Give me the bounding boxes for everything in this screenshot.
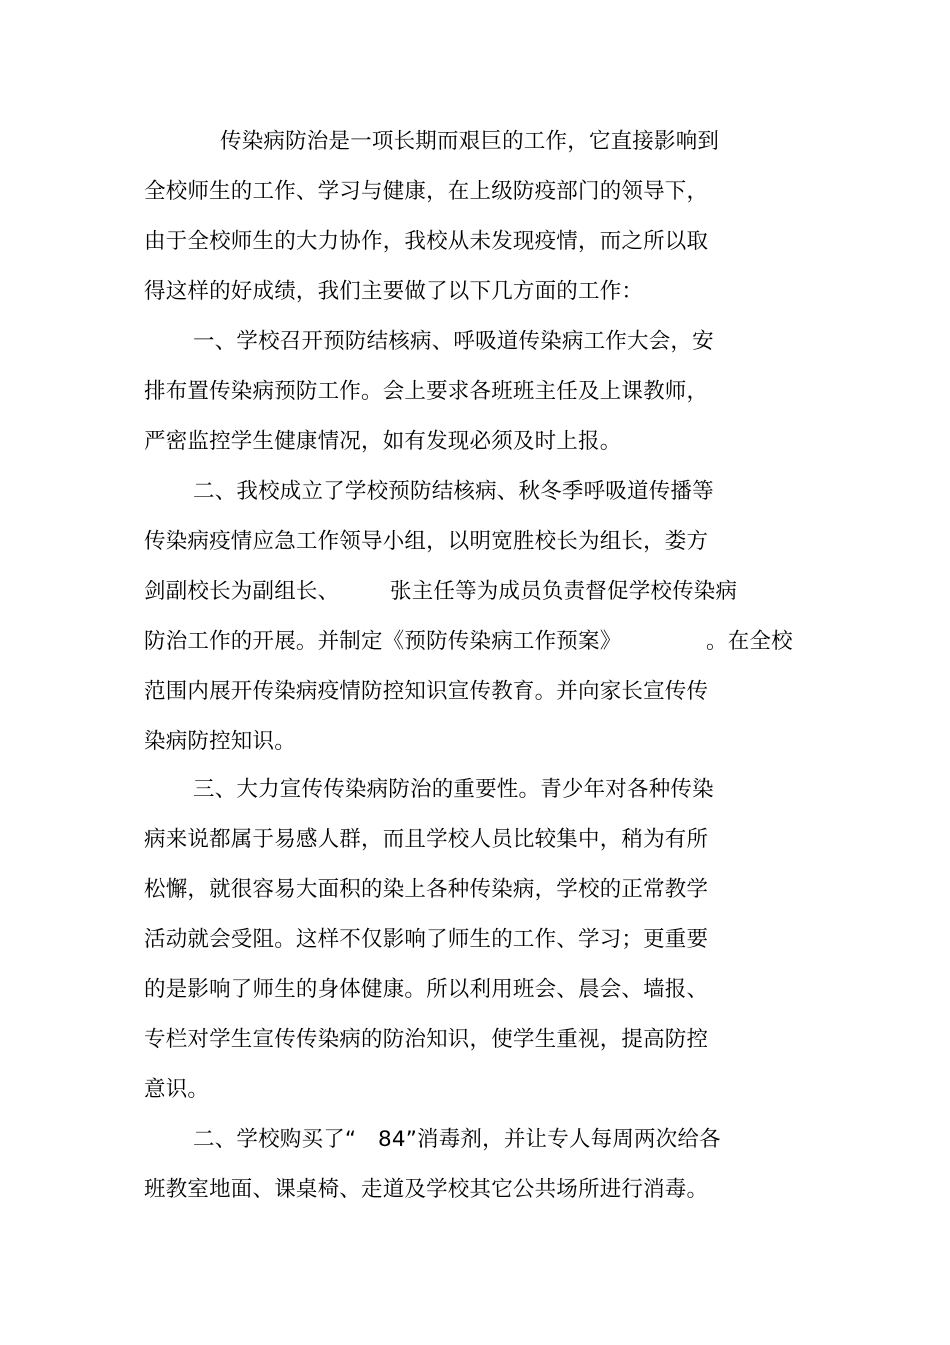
text-line-12: 范围内展开传染病疫情防控知识宣传教育。并向家长宣传传 (144, 679, 709, 704)
text-line-14: 三、大力宣传传染病防治的重要性。青少年对各种传染 (193, 777, 714, 802)
text-line-7: 严密监控学生健康情况，如有发现必须及时上报。 (144, 429, 622, 454)
text-line-15: 病来说都属于易感人群，而且学校人员比较集中，稍为有所 (144, 827, 709, 852)
text-line-3: 由于全校师生的大力协作，我校从未发现疫情，而之所以取 (144, 229, 709, 254)
text-line-17: 活动就会受阻。这样不仅影响了师生的工作、学习；更重要 (144, 927, 709, 952)
text-line-4: 得这样的好成绩，我们主要做了以下几方面的工作： (144, 279, 644, 304)
text-line-1: 传染病防治是一项长期而艰巨的工作，它直接影响到 (220, 129, 720, 154)
text-line-10b: 张主任等为成员负责督促学校传染病 (390, 579, 738, 604)
text-line-11a: 防治工作的开展。并制定《预防传染病工作预案》 (144, 629, 622, 654)
text-line-11b: 。在全校 (706, 629, 793, 654)
text-line-18: 的是影响了师生的身体健康。所以利用班会、晨会、墙报、 (144, 977, 709, 1002)
text-line-21: 二、学校购买了“ 84”消毒剂，并让专人每周两次给各 (193, 1127, 721, 1152)
text-line-6: 排布置传染病预防工作。会上要求各班班主任及上课教师， (144, 379, 709, 404)
text-line-19: 专栏对学生宣传传染病的防治知识，使学生重视，提高防控 (144, 1027, 709, 1052)
text-line-10a: 剑副校长为副组长、 (144, 579, 340, 604)
text-line-20: 意识。 (144, 1077, 210, 1102)
text-line-9: 传染病疫情应急工作领导小组，以明宽胜校长为组长，娄方 (144, 529, 709, 554)
text-line-22: 班教室地面、课桌椅、走道及学校其它公共场所进行消毒。 (144, 1177, 709, 1202)
text-line-16: 松懈，就很容易大面积的染上各种传染病，学校的正常教学 (144, 877, 709, 902)
text-line-5: 一、学校召开预防结核病、呼吸道传染病工作大会，安 (193, 329, 714, 354)
text-line-8: 二、我校成立了学校预防结核病、秋冬季呼吸道传播等 (193, 479, 714, 504)
text-line-13: 染病防控知识。 (144, 729, 296, 754)
text-line-2: 全校师生的工作、学习与健康，在上级防疫部门的领导下， (144, 179, 709, 204)
